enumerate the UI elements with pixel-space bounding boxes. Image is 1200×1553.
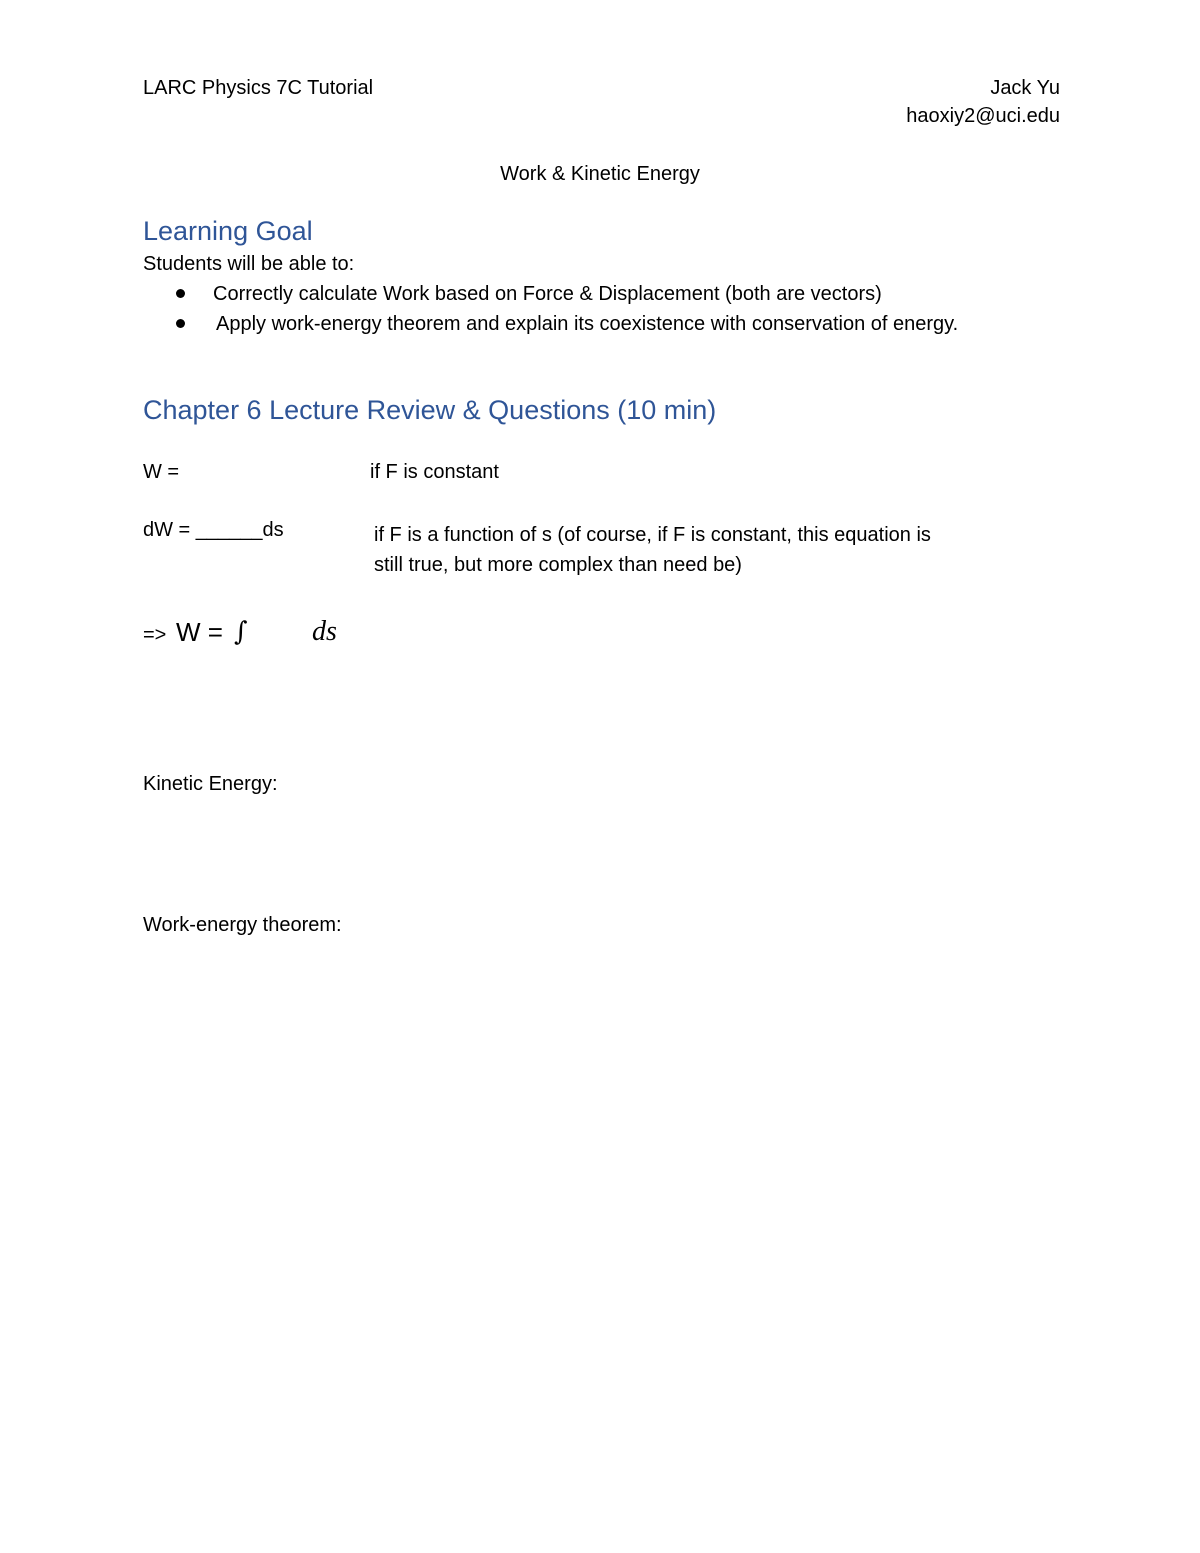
author-name: Jack Yu bbox=[990, 77, 1060, 99]
learning-goal-heading: Learning Goal bbox=[143, 216, 313, 246]
learning-goal-intro: Students will be able to: bbox=[143, 253, 355, 275]
course-title: LARC Physics 7C Tutorial bbox=[143, 77, 374, 99]
list-item-text: Apply work-energy theorem and explain its coexistence with conservation of energy. bbox=[216, 313, 959, 335]
dw-condition-line2: still true, but more complex than need be) bbox=[374, 554, 742, 576]
integral-sign: ∫ bbox=[234, 617, 248, 647]
work-energy-theorem-label: Work-energy theorem: bbox=[143, 914, 342, 936]
dw-equation-label: dW = ______ds bbox=[143, 519, 284, 541]
author-email: haoxiy2@uci.edu bbox=[906, 105, 1060, 127]
work-equation-condition: if F is constant bbox=[370, 461, 499, 483]
integral-w-label: W = bbox=[176, 617, 223, 647]
list-item-text: Correctly calculate Work based on Force & Displacement (both are vectors) bbox=[213, 283, 882, 305]
review-heading: Chapter 6 Lecture Review & Questions (10 min) bbox=[143, 395, 717, 425]
work-equation-label: W = bbox=[143, 461, 180, 483]
dw-condition-line1: if F is a function of s (of course, if F is constant, this equation is bbox=[374, 524, 931, 546]
integral-ds: ds bbox=[312, 616, 337, 647]
bullet-icon bbox=[176, 289, 185, 298]
implies-arrow: => bbox=[143, 624, 167, 646]
kinetic-energy-label: Kinetic Energy: bbox=[143, 773, 278, 795]
bullet-icon bbox=[176, 319, 185, 328]
document-title: Work & Kinetic Energy bbox=[500, 163, 700, 185]
